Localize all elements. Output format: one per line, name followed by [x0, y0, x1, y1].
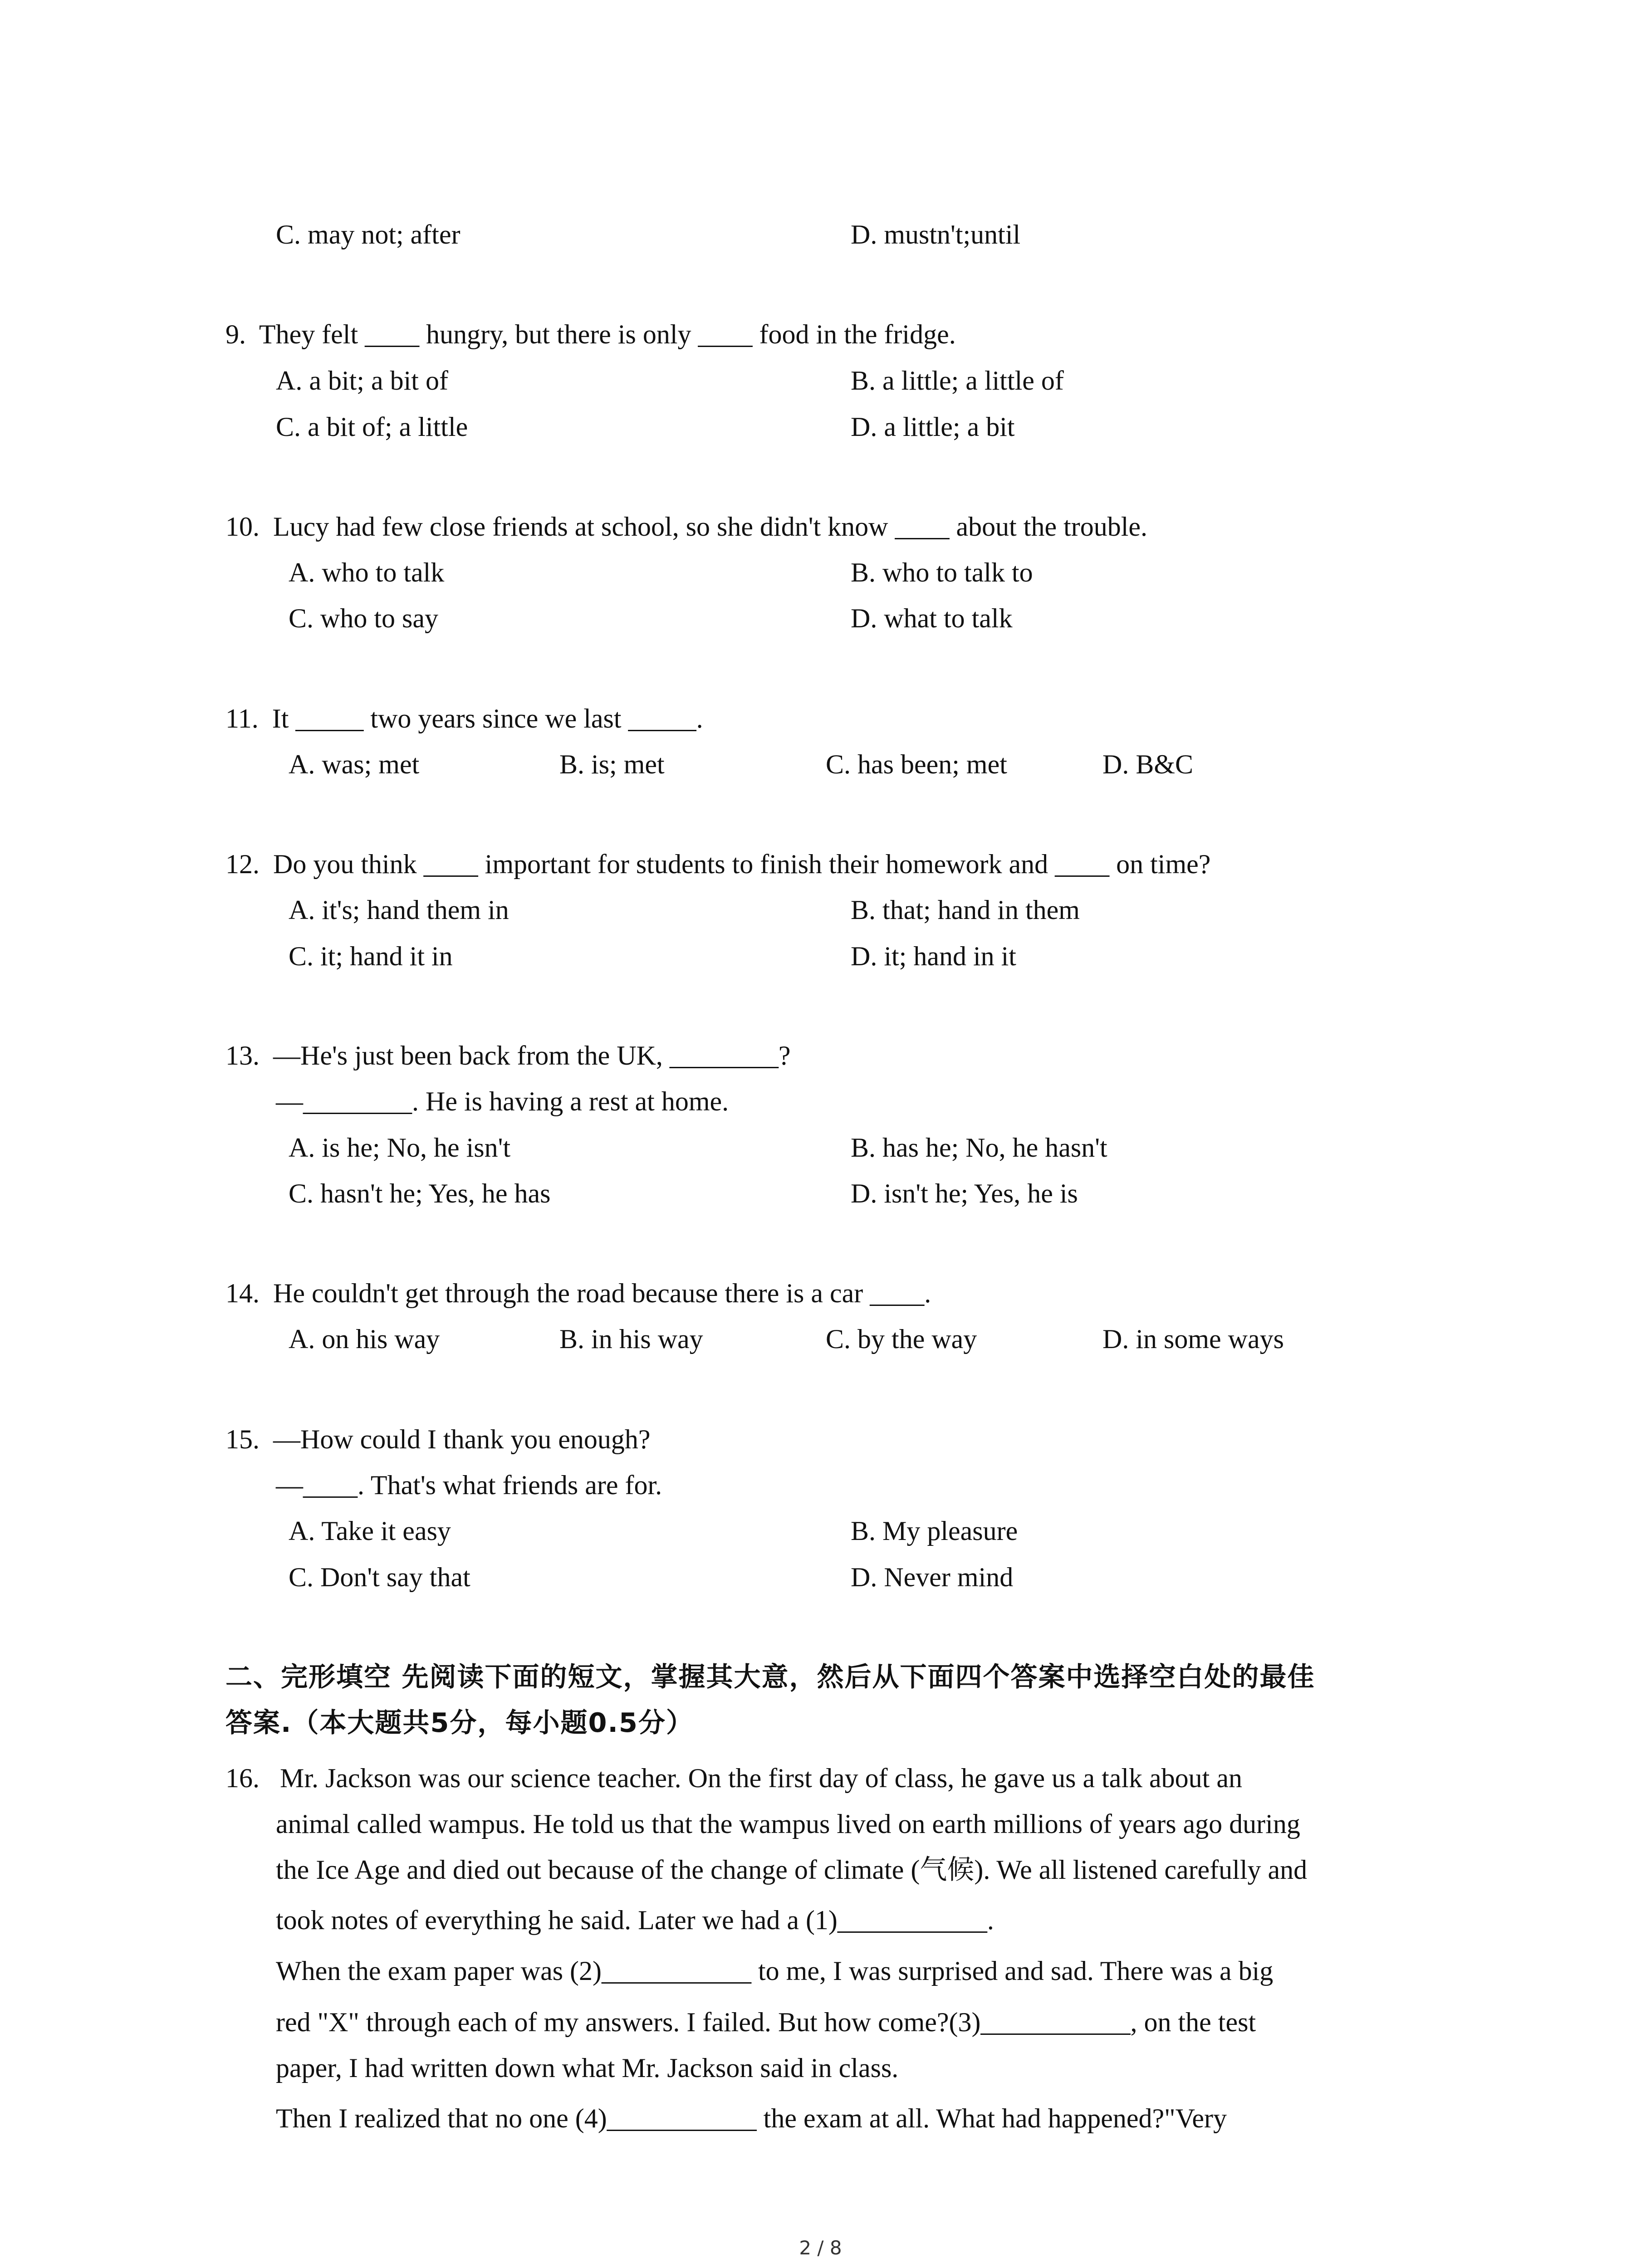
q12-option-b: B. that; hand in them	[851, 895, 1080, 925]
q9-option-c: C. a bit of; a little	[276, 412, 468, 442]
page-number: 2 / 8	[799, 2237, 842, 2259]
q16-passage-line: red "X" through each of my answers. I failed. But how come?(3)___________, on the test	[276, 2007, 1256, 2037]
q12-option-d: D. it; hand in it	[851, 941, 1016, 971]
q9-option-d: D. a little; a bit	[851, 412, 1015, 442]
q13-option-c: C. hasn't he; Yes, he has	[289, 1178, 551, 1208]
q16-passage-line: paper, I had written down what Mr. Jackson said in class.	[276, 2053, 899, 2083]
q8-option-c: C. may not; after	[276, 220, 460, 249]
q16-passage-line: animal called wampus. He told us that the wampus lived on earth millions of years ago during	[276, 1809, 1300, 1839]
q9-option-a: A. a bit; a bit of	[276, 366, 448, 396]
q13-option-a: A. is he; No, he isn't	[289, 1133, 511, 1163]
q11-option-c: C. has been; met	[826, 749, 1007, 779]
q13-stem-response: —________. He is having a rest at home.	[276, 1086, 729, 1116]
q15-option-d: D. Never mind	[851, 1562, 1014, 1592]
q15-stem: 15. —How could I thank you enough?	[225, 1424, 651, 1454]
q14-stem: 14. He couldn't get through the road because there is a car ____.	[225, 1278, 931, 1308]
q10-option-b: B. who to talk to	[851, 557, 1033, 587]
q8-option-d: D. mustn't;until	[851, 220, 1021, 249]
q14-option-d: D. in some ways	[1102, 1324, 1284, 1354]
q16-passage-line: the Ice Age and died out because of the change of climate (气候). We all listened carefully and	[276, 1855, 1308, 1885]
q16-passage-line: 16. Mr. Jackson was our science teacher. On the first day of class, he gave us a talk about an	[225, 1763, 1242, 1793]
q10-stem: 10. Lucy had few close friends at school, so she didn't know ____ about the trouble.	[225, 512, 1148, 542]
q15-option-c: C. Don't say that	[289, 1562, 470, 1592]
q9-option-b: B. a little; a little of	[851, 366, 1064, 396]
q16-passage-line: took notes of everything he said. Later we had a (1)___________.	[276, 1905, 994, 1935]
q11-option-a: A. was; met	[289, 749, 420, 779]
q15-stem-response: —____. That's what friends are for.	[276, 1470, 662, 1500]
q15-option-b: B. My pleasure	[851, 1516, 1018, 1546]
q12-option-a: A. it's; hand them in	[289, 895, 509, 925]
section-heading-line-1: 二、完形填空 先阅读下面的短文，掌握其大意，然后从下面四个答案中选择空白处的最佳	[225, 1661, 1315, 1692]
q14-option-c: C. by the way	[826, 1324, 977, 1354]
q16-passage-line: Then I realized that no one (4)___________ the exam at all. What had happened?"Very	[276, 2103, 1227, 2133]
q13-option-b: B. has he; No, he hasn't	[851, 1133, 1107, 1163]
q15-option-a: A. Take it easy	[289, 1516, 451, 1546]
q11-option-b: B. is; met	[559, 749, 665, 779]
section-heading-line-2: 答案.（本大题共5分，每小题0.5分）	[225, 1707, 694, 1738]
q9-stem: 9. They felt ____ hungry, but there is only ____ food in the fridge.	[225, 319, 956, 349]
q10-option-a: A. who to talk	[289, 557, 445, 587]
q12-stem: 12. Do you think ____ important for students to finish their homework and ____ on time?	[225, 849, 1211, 879]
q11-stem: 11. It _____ two years since we last _____.	[225, 704, 703, 733]
q12-option-c: C. it; hand it in	[289, 941, 453, 971]
q16-passage-line: When the exam paper was (2)___________ to me, I was surprised and sad. There was a big	[276, 1956, 1274, 1986]
q13-stem: 13. —He's just been back from the UK, ________?	[225, 1041, 791, 1070]
q14-option-a: A. on his way	[289, 1324, 440, 1354]
q11-option-d: D. B&C	[1102, 749, 1194, 779]
q13-option-d: D. isn't he; Yes, he is	[851, 1178, 1078, 1208]
q10-option-c: C. who to say	[289, 603, 438, 633]
q14-option-b: B. in his way	[559, 1324, 703, 1354]
q10-option-d: D. what to talk	[851, 603, 1013, 633]
